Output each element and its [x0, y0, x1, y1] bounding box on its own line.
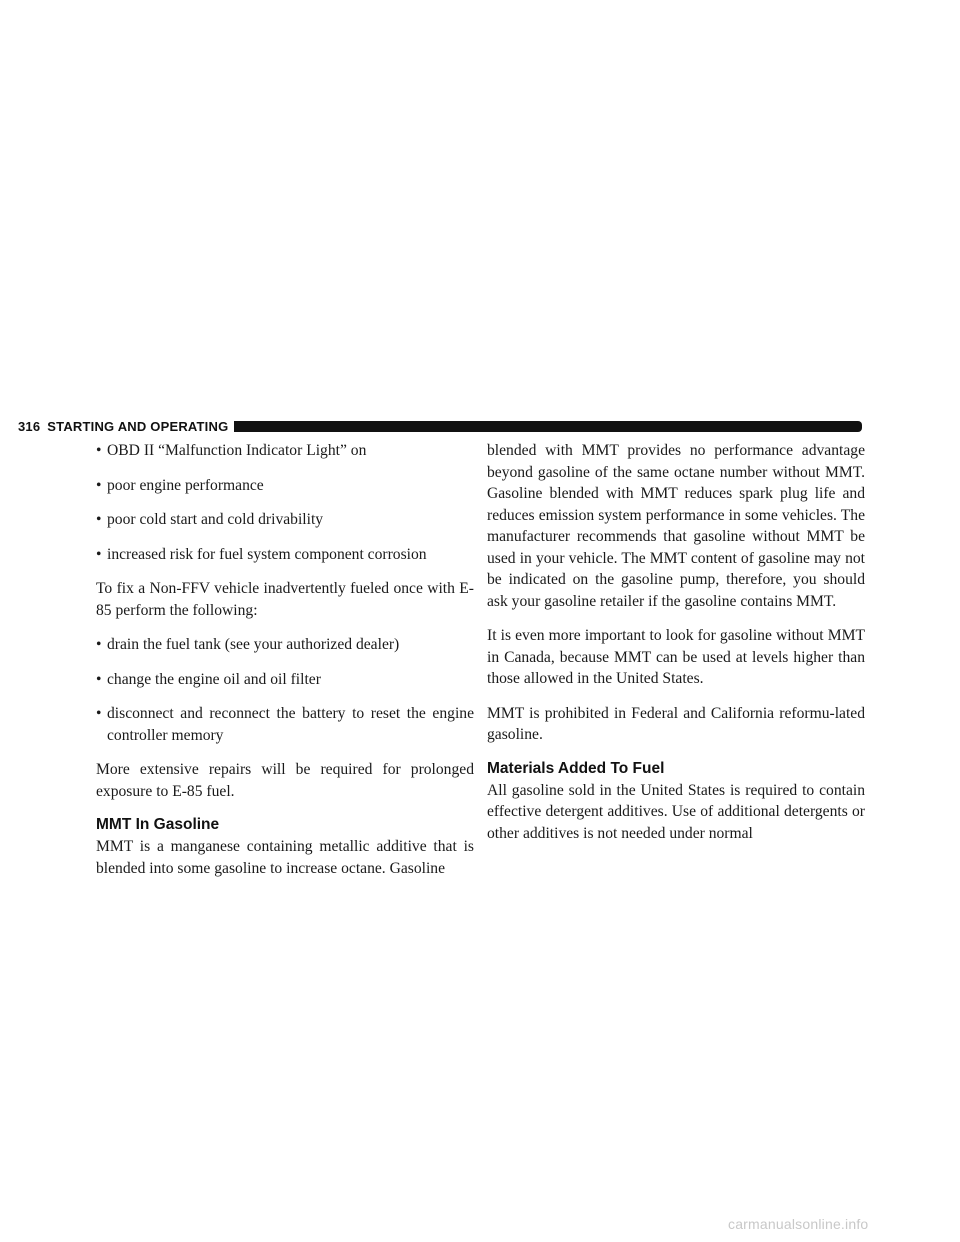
list-item: • poor cold start and cold drivability — [96, 509, 474, 531]
list-item: • disconnect and reconnect the battery to reset the engine controller memory — [96, 705, 474, 744]
fix-steps-list — [96, 634, 474, 746]
mmt-heading: MMT In Gasoline — [96, 816, 220, 833]
mmt-paragraph-start: MMT is a manganese containing metallic additive that is blended into some gasoline to increase octane. Gasoline — [96, 838, 474, 877]
bullet-icon: • — [96, 476, 102, 494]
bullet-icon: • — [96, 545, 102, 563]
materials-paragraph: All gasoline sold in the United States is required to contain effective detergent additives. Use of additional detergents or other additives is not needed under normal — [487, 781, 865, 842]
list-item: • poor engine performance — [96, 475, 474, 497]
bullet-icon: • — [96, 670, 102, 688]
mmt-paragraph-continued: blended with MMT provides no performance advantage beyond gasoline of the same octane number without MMT. Gasoline blended with MMT reduces spark plug life and reduces emission system performance in some vehicles. The manufacturer recommends that gasoline without MMT be used in your vehicle. The MMT content of gasoline may not be indicated on the gasoline pump, therefore, you should ask your gasoline retailer if the gasoline contains MMT. — [487, 442, 865, 610]
bullet-icon: • — [96, 511, 102, 528]
section-title: STARTING AND OPERATING — [47, 418, 229, 434]
canada-paragraph: It is even more important to look for gasoline without MMT in Canada, because MMT can be used at levels higher than those allowed in the United States. — [487, 627, 865, 687]
list-item: • change the engine oil and oil filter — [96, 669, 474, 691]
right-column — [487, 440, 865, 857]
fix-intro-paragraph: To fix a Non-FFV vehicle inadvertently fueled once with E-85 perform the following: — [96, 580, 474, 619]
left-column — [96, 440, 474, 892]
page-header — [18, 418, 862, 434]
effects-list — [96, 440, 474, 565]
materials-heading: Materials Added To Fuel — [487, 759, 665, 777]
list-item: • increased risk for fuel system component corrosion — [96, 544, 474, 566]
prohibited-paragraph: MMT is prohibited in Federal and California reformu-lated gasoline. — [487, 704, 865, 743]
list-item: • OBD II “Malfunction Indicator Light” on — [96, 440, 474, 462]
bullet-icon: • — [96, 636, 102, 653]
list-item: • drain the fuel tank (see your authorized dealer) — [96, 634, 474, 656]
page-number: 316 — [18, 418, 41, 434]
header-rule — [234, 421, 862, 432]
bullet-icon: • — [96, 442, 102, 459]
repairs-paragraph: More extensive repairs will be required for prolonged exposure to E-85 fuel. — [96, 761, 474, 800]
watermark-text: carmanualsonline.info — [728, 1216, 869, 1232]
bullet-icon: • — [96, 705, 102, 722]
